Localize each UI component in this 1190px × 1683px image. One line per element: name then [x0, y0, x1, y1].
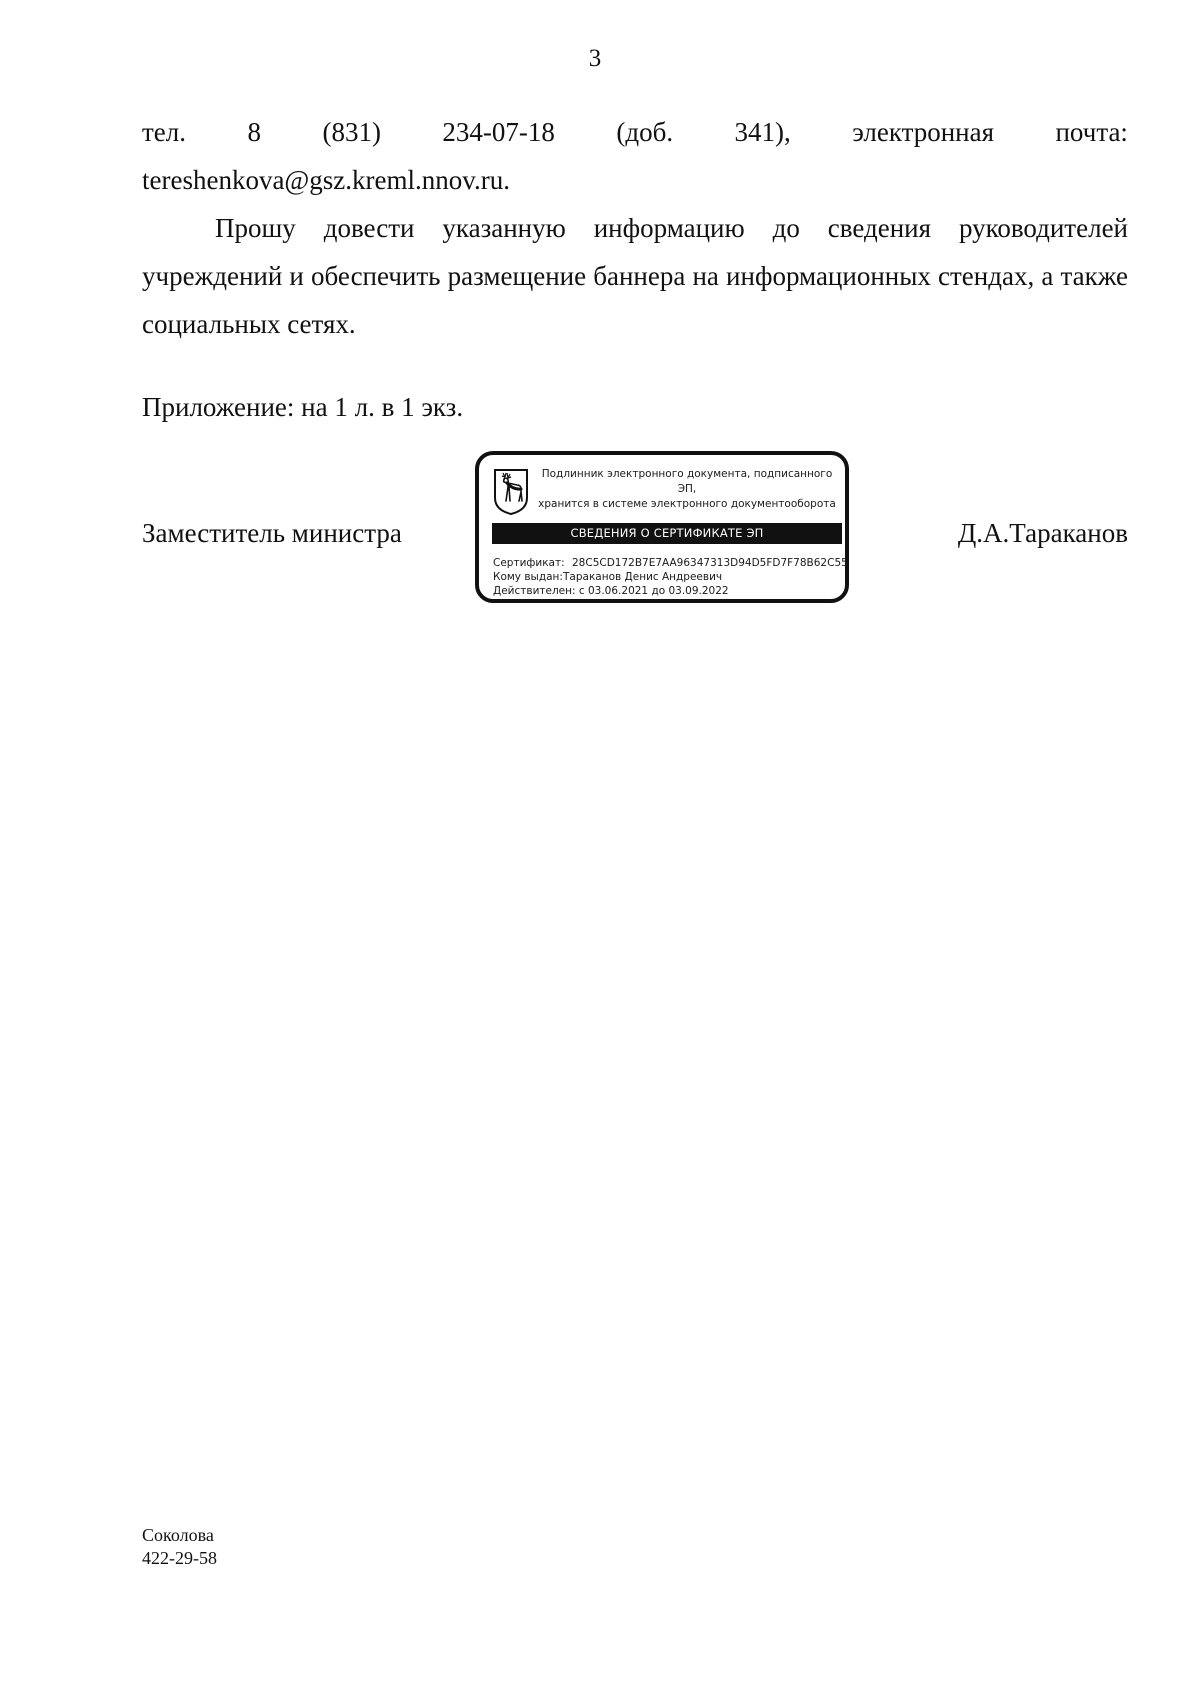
certificate-row [493, 556, 848, 570]
phone-part: 8 [247, 117, 261, 147]
certificate-details [493, 556, 848, 598]
page-number: 3 [588, 45, 602, 72]
contacts-block [142, 108, 1128, 204]
stamp-header-line: хранится в системе электронного документооборота [538, 498, 836, 510]
phone-part: почта: [1055, 117, 1128, 147]
attachment-note: Приложение: на 1 л. в 1 экз. [142, 392, 464, 422]
phone-part: тел. [142, 117, 187, 147]
executor-phone: 422-29-58 [142, 1548, 217, 1568]
phone-part: электронная [852, 117, 995, 147]
signer-position: Заместитель министра [142, 518, 402, 548]
coat-of-arms-icon [493, 468, 529, 516]
request-text: Прошу довести указанную информацию до сведения руководителей учреждений и обеспечить размещение баннера на информационных стендах, а также социальных сетях. [142, 213, 1128, 339]
phone-part: 341), [734, 117, 791, 147]
certificate-info-bar: СВЕДЕНИЯ О СЕРТИФИКАТЕ ЭП [492, 523, 842, 544]
stamp-header-line: Подлинник электронного документа, подписанного ЭП, [541, 468, 833, 495]
owner-label: Кому выдан: [493, 571, 563, 583]
phone-part: (831) [322, 117, 381, 147]
certificate-value: 28C5CD172B7E7AA96347313D94D5FD7F78B62C55 [572, 557, 848, 569]
certificate-label: Сертификат: [493, 557, 565, 569]
validity-row: Действителен: с 03.06.2021 до 03.09.2022 [493, 585, 729, 597]
signer-name: Д.А.Тараканов [957, 518, 1128, 548]
request-paragraph [142, 204, 1128, 348]
phone-part: 234-07-18 [442, 117, 555, 147]
owner-row [493, 570, 843, 584]
e-signature-stamp [475, 451, 849, 603]
phone-part: (доб. [616, 117, 674, 147]
owner-value: Тараканов Денис Андреевич [563, 571, 723, 583]
executor-name: Соколова [142, 1525, 214, 1545]
stamp-header [531, 467, 843, 512]
email-address: tereshenkova@gsz.kreml.nnov.ru. [142, 165, 511, 195]
phone-line [142, 108, 1128, 156]
executor-block [142, 1524, 217, 1570]
